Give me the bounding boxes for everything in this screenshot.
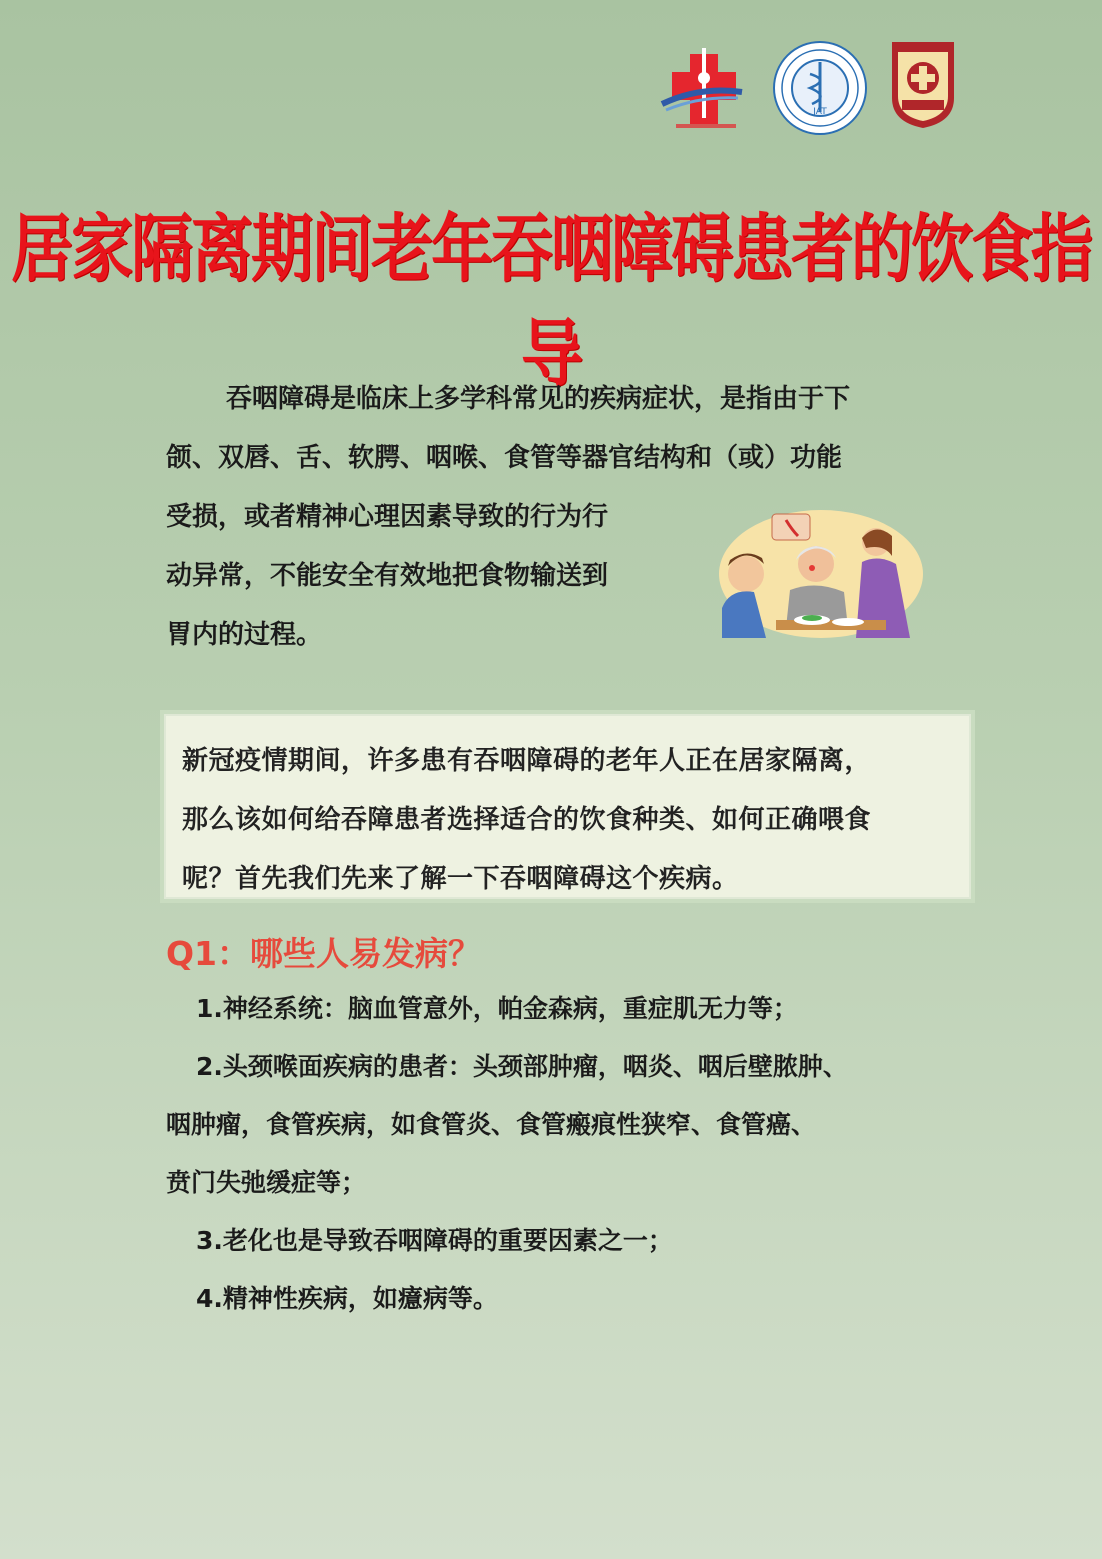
notice-line: 那么该如何给吞障患者选择适合的饮食种类、如何正确喂食 (182, 805, 872, 835)
intro-line: 吞咽障碍是临床上多学科常见的疾病症状，是指由于下 (226, 384, 851, 414)
answer-item: 贲门失弛缓症等； (166, 1168, 367, 1197)
answer-item: 3.老化也是导致吞咽障碍的重要因素之一； (196, 1226, 673, 1255)
q1-answers (166, 980, 956, 1328)
red-cross-logo-icon (660, 46, 755, 141)
notice-line: 新冠疫情期间，许多患有吞咽障碍的老年人正在居家隔离， (182, 746, 872, 776)
intro-line: 颌、双唇、舌、软腭、咽喉、食管等器官结构和（或）功能 (166, 443, 843, 473)
header-logos (660, 38, 960, 138)
logo-round-caption: JAT (813, 107, 827, 117)
choking-elderly-illustration (716, 508, 926, 643)
answer-item: 2.头颈喉面疾病的患者：头颈部肿瘤，咽炎、咽后壁脓肿、 (196, 1052, 848, 1081)
answer-item: 1.神经系统：脑血管意外，帕金森病，重症肌无力等； (196, 994, 798, 1023)
intro-line: 动异常，不能安全有效地把食物输送到 (166, 561, 609, 591)
notice-box (160, 710, 975, 903)
answer-item: 4.精神性疾病，如癔病等。 (196, 1284, 498, 1313)
notice-line: 呢？首先我们先来了解一下吞咽障碍这个疾病。 (182, 864, 739, 894)
answer-item: 咽肿瘤，食管疾病，如食管炎、食管瘢痕性狭窄、食管癌、 (166, 1110, 817, 1139)
q1-heading: Q1：哪些人易发病？ (166, 934, 482, 973)
medical-association-seal-icon (772, 40, 868, 136)
intro-line: 受损，或者精神心理因素导致的行为行 (166, 502, 609, 532)
page-title: 居家隔离期间老年吞咽障碍患者的饮食指导 (10, 205, 1091, 397)
hospital-shield-logo-icon (888, 38, 958, 130)
intro-line: 胃内的过程。 (166, 620, 323, 650)
